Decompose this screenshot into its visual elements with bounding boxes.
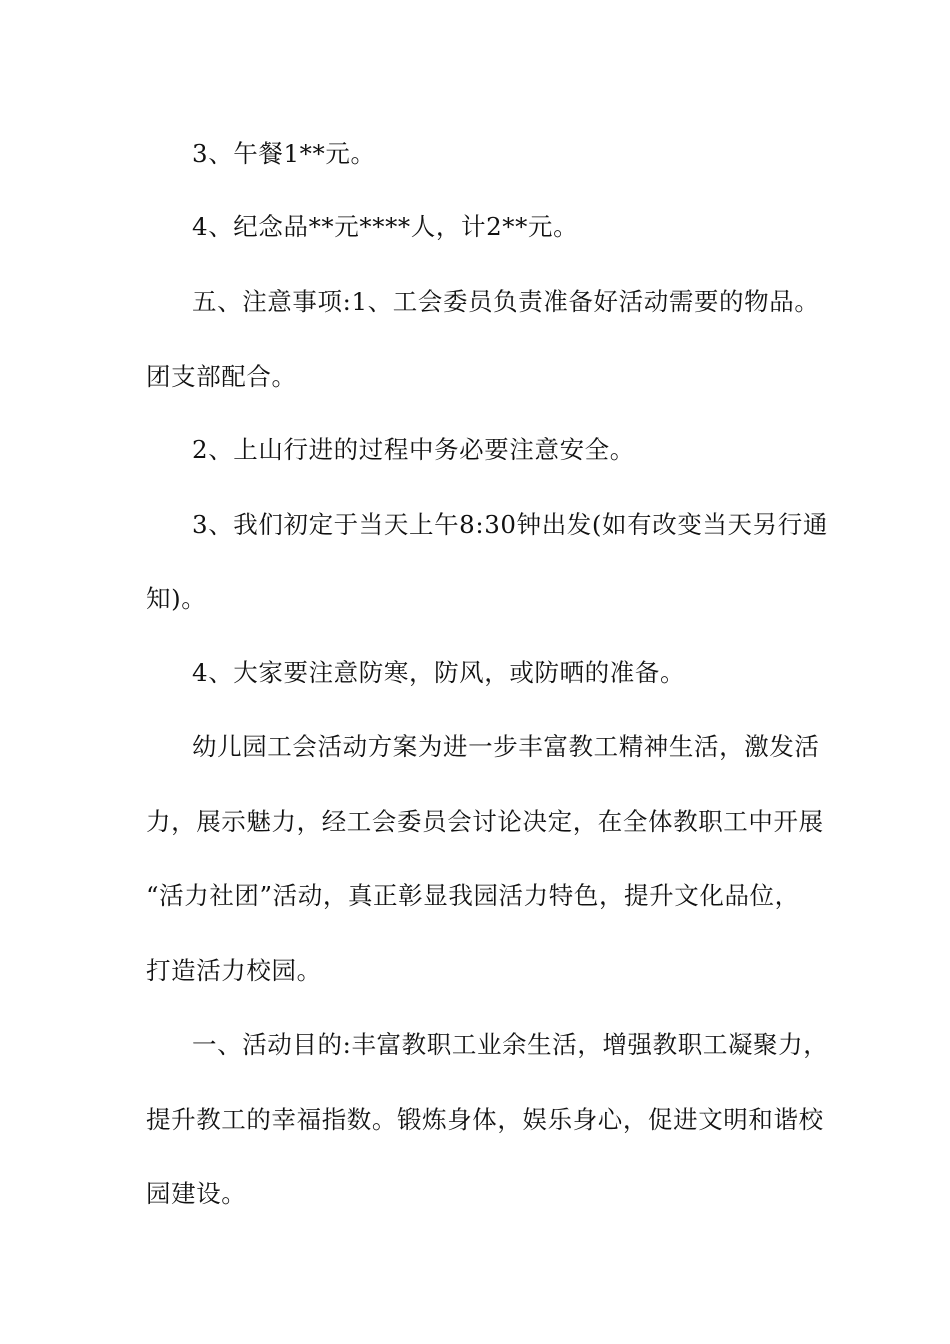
text-line-plan-intro-2: 力，展示魅力，经工会委员会讨论决定，在全体教职工中开展	[146, 807, 824, 836]
text-line-notes-heading: 五、注意事项:1、工会委员负责准备好活动需要的物品。	[192, 287, 820, 316]
text-line-purpose-3: 园建设。	[146, 1179, 247, 1208]
text-line-notes-continuation: 团支部配合。	[146, 362, 297, 391]
text-line-purpose-2: 提升教工的幸福指数。锻炼身体，娱乐身心，促进文明和谐校	[146, 1105, 824, 1134]
text-line-note-departure-continuation: 知)。	[146, 584, 207, 613]
text-line-budget-souvenir: 4、纪念品**元****人，计2**元。	[192, 212, 579, 241]
text-line-note-weather: 4、大家要注意防寒，防风，或防晒的准备。	[192, 658, 686, 687]
text-line-note-departure: 3、我们初定于当天上午8:30钟出发(如有改变当天另行通	[192, 510, 828, 539]
text-line-plan-intro-3: “活力社团”活动，真正彰显我园活力特色，提升文化品位，	[146, 881, 800, 910]
text-line-plan-intro-1: 幼儿园工会活动方案为进一步丰富教工精神生活，激发活	[192, 732, 820, 761]
text-line-budget-lunch: 3、午餐1**元。	[192, 139, 376, 168]
text-line-purpose-1: 一、活动目的:丰富教职工业余生活，增强教职工凝聚力，	[192, 1030, 829, 1059]
text-line-note-safety: 2、上山行进的过程中务必要注意安全。	[192, 435, 635, 464]
text-line-plan-intro-4: 打造活力校园。	[146, 956, 322, 985]
